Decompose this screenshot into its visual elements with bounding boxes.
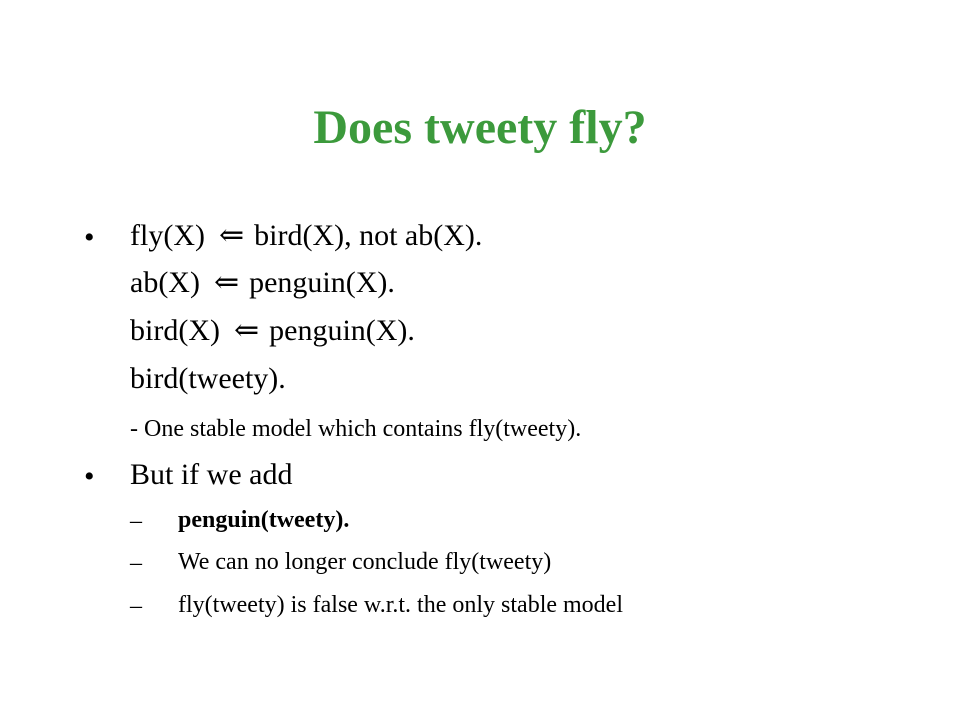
bullet-icon: • xyxy=(84,221,95,254)
bullet-icon: • xyxy=(84,460,95,493)
subitem-no-longer-conclude: We can no longer conclude fly(tweety) xyxy=(178,549,552,575)
rule-head: ab(X) xyxy=(130,266,200,299)
implied-by-arrow-icon: ⇐ xyxy=(218,219,245,252)
rule-head: fly(X) xyxy=(130,219,205,252)
subitem-false-wrt-model: fly(tweety) is false w.r.t. the only stable model xyxy=(178,592,623,618)
subitem-penguin-tweety: penguin(tweety). xyxy=(178,507,350,533)
dash-icon: – xyxy=(130,508,142,534)
fact-bird-tweety: bird(tweety). xyxy=(130,362,286,395)
rule-head: bird(X) xyxy=(130,314,220,347)
implied-by-arrow-icon: ⇐ xyxy=(233,314,260,347)
dash-icon: – xyxy=(130,593,142,619)
rule-body: penguin(X). xyxy=(269,314,415,347)
rule-bird xyxy=(130,316,415,346)
dash-icon: – xyxy=(130,550,142,576)
rule-body: penguin(X). xyxy=(249,266,395,299)
slide-title: Does tweety fly? xyxy=(313,101,647,154)
rule-fly xyxy=(130,221,482,251)
rule-body: bird(X), not ab(X). xyxy=(254,219,483,252)
stable-model-note: - One stable model which contains fly(tweety). xyxy=(130,416,582,442)
but-if-we-add: But if we add xyxy=(130,458,293,491)
implied-by-arrow-icon: ⇐ xyxy=(213,266,240,299)
rule-ab xyxy=(130,268,395,298)
